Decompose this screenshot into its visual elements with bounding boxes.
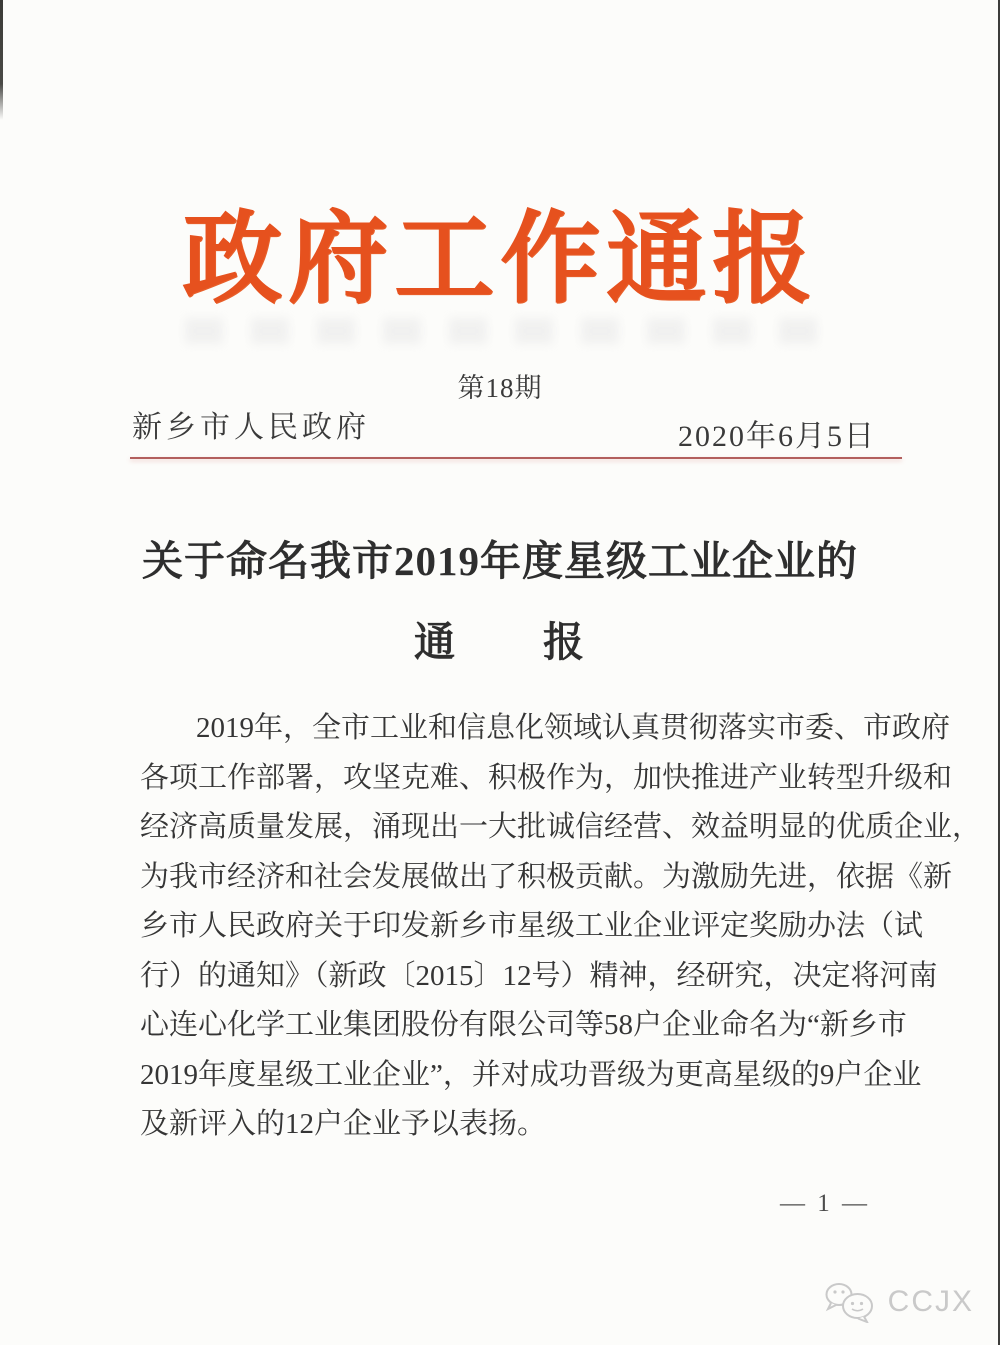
body-line: 为我市经济和社会发展做出了积极贡献。为激励先进，依据《新 [140,860,953,893]
body-line: 乡市人民政府关于印发新乡市星级工业企业评定奖励办法（试 [140,910,924,942]
ink-bleed-through-artifact [185,318,830,344]
body-line: 2019年度星级工业企业”，并对成功晋级为更高星级的9户企业 [140,1058,922,1091]
publisher-row [132,402,890,455]
publish-date: 2020年6月5日 [678,420,876,453]
issue-number: 第18期 [457,373,543,403]
scan-edge-artifact-left [0,0,3,120]
document-title-line2: 通 报 [414,619,586,665]
watermark [824,1281,974,1323]
body-line: 经济高质量发展，涌现出一大批诚信经营、效益明显的优质企业， [140,811,982,843]
body-paragraph [140,704,982,1150]
body-line: 各项工作部署，攻坚克难、积极作为，加快推进产业转型升级和 [140,761,953,794]
bulletin-masthead-title: 政府工作通报 [182,204,818,315]
publisher-name: 新乡市人民政府 [132,411,370,444]
body-line: 心连心化学工业集团股份有限公司等58户企业命名为“新乡市 [140,1009,907,1041]
wechat-icon [824,1281,878,1323]
document-title-line1: 关于命名我市2019年度星级工业企业的 [142,538,858,584]
body-line: 行）的通知》（新政〔2015〕12号）精神，经研究，决定将河南 [140,959,938,992]
red-divider-rule [130,457,902,459]
body-line: 2019年，全市工业和信息化领域认真贯彻落实市委、市政府 [196,712,951,744]
body-line: 及新评入的12户企业予以表扬。 [140,1108,547,1140]
page-number: — 1 — [780,1190,870,1217]
document-title [0,528,1000,668]
watermark-label: CCJX [887,1285,974,1318]
